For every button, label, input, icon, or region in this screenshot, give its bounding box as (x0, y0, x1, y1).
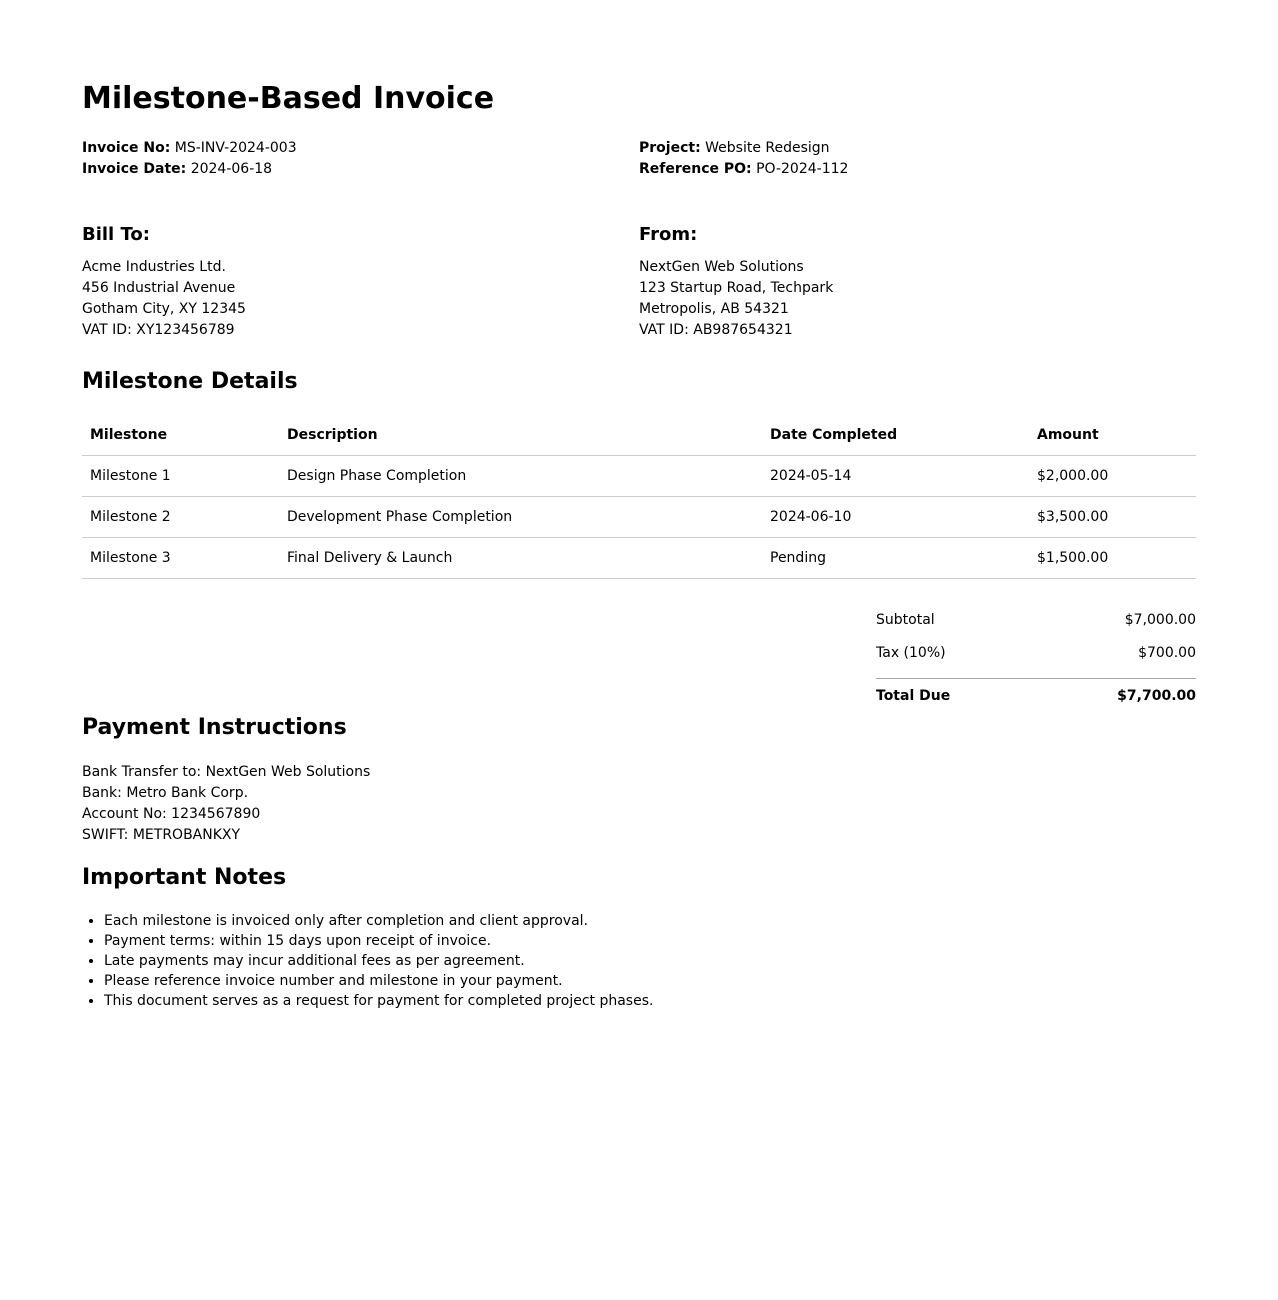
from-line: 123 Startup Road, Techpark (639, 280, 834, 296)
column-header-date-completed: Date Completed (762, 415, 1029, 456)
list-item: • Please reference invoice number and milestone in your payment. (104, 971, 653, 991)
bill-to-address (82, 257, 246, 341)
bill-to-block (82, 223, 246, 341)
table-row (82, 456, 1196, 497)
payment-line: SWIFT: METROBANKXY (82, 827, 241, 843)
date-completed-cell: 2024-05-14 (762, 456, 1029, 497)
from-line: NextGen Web Solutions (639, 259, 804, 275)
date-completed-cell: 2024-06-10 (762, 497, 1029, 538)
invoice-date-label: Invoice Date: (82, 161, 187, 177)
invoice-date-value: 2024-06-18 (190, 161, 273, 177)
description-cell: Design Phase Completion (279, 456, 762, 497)
column-header-milestone: Milestone (82, 415, 279, 456)
project-label: Project: (639, 140, 701, 156)
total-due-row (876, 678, 1196, 713)
payment-line: Account No: 1234567890 (82, 806, 261, 822)
from-line: VAT ID: AB987654321 (639, 322, 793, 338)
project-row (639, 138, 848, 159)
invoice-meta-right (639, 138, 848, 180)
invoice-date-row (82, 159, 297, 180)
important-notes-list (82, 911, 653, 1011)
tax-label: Tax (10%) (876, 645, 946, 661)
from-block (639, 223, 833, 341)
date-completed-cell: Pending (762, 538, 1029, 579)
payment-line: Bank: Metro Bank Corp. (82, 785, 249, 801)
payment-instructions-heading: Payment Instructions (82, 715, 347, 740)
from-line: Metropolis, AB 54321 (639, 301, 789, 317)
list-item: • Late payments may incur additional fees as per agreement. (104, 951, 653, 971)
table-row (82, 497, 1196, 538)
milestone-table (82, 415, 1196, 579)
from-address (639, 257, 833, 341)
milestone-cell: Milestone 2 (82, 497, 279, 538)
reference-po-row (639, 159, 848, 180)
reference-po-label: Reference PO: (639, 161, 752, 177)
subtotal-value: $7,000.00 (1124, 612, 1196, 628)
page-title: Milestone-Based Invoice (82, 81, 495, 116)
bill-to-line: VAT ID: XY123456789 (82, 322, 235, 338)
from-heading: From: (639, 224, 698, 245)
table-header-row (82, 415, 1196, 456)
project-value: Website Redesign (705, 140, 830, 156)
list-item: • Payment terms: within 15 days upon receipt of invoice. (104, 931, 653, 951)
payment-line: Bank Transfer to: NextGen Web Solutions (82, 764, 371, 780)
bill-to-heading: Bill To: (82, 224, 150, 245)
important-notes-heading: Important Notes (82, 865, 287, 890)
bill-to-line: Gotham City, XY 12345 (82, 301, 246, 317)
milestone-details-heading: Milestone Details (82, 369, 298, 394)
amount-cell: $1,500.00 (1029, 538, 1196, 579)
tax-row (876, 637, 1196, 670)
reference-po-value: PO-2024-112 (756, 161, 849, 177)
bill-to-line: Acme Industries Ltd. (82, 259, 226, 275)
amount-cell: $2,000.00 (1029, 456, 1196, 497)
invoice-number-row (82, 138, 297, 159)
amount-cell: $3,500.00 (1029, 497, 1196, 538)
column-header-amount: Amount (1029, 415, 1196, 456)
invoice-meta-left (82, 138, 297, 180)
milestone-cell: Milestone 1 (82, 456, 279, 497)
subtotal-row (876, 604, 1196, 637)
total-due-value: $7,700.00 (1117, 688, 1196, 704)
totals-block (876, 604, 1196, 713)
invoice-number-label: Invoice No: (82, 140, 171, 156)
table-row (82, 538, 1196, 579)
tax-value: $700.00 (1138, 645, 1196, 661)
payment-instructions (82, 762, 370, 846)
invoice-number-value: MS-INV-2024-003 (174, 140, 297, 156)
column-header-description: Description (279, 415, 762, 456)
list-item: • This document serves as a request for payment for completed project phases. (104, 991, 653, 1011)
bill-to-line: 456 Industrial Avenue (82, 280, 236, 296)
subtotal-label: Subtotal (876, 612, 935, 628)
milestone-cell: Milestone 3 (82, 538, 279, 579)
list-item: • Each milestone is invoiced only after completion and client approval. (104, 911, 653, 931)
total-due-label: Total Due (876, 688, 951, 704)
description-cell: Final Delivery & Launch (279, 538, 762, 579)
description-cell: Development Phase Completion (279, 497, 762, 538)
